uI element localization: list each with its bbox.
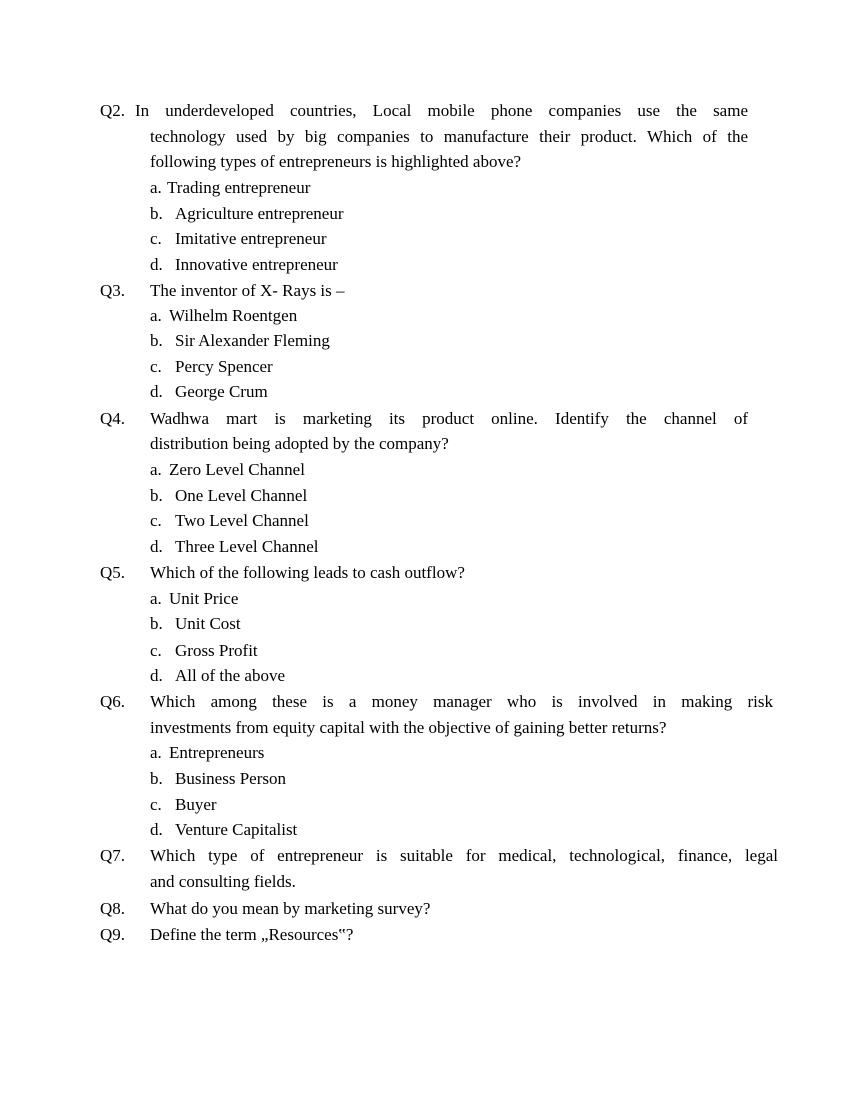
option-letter: b. [150,331,163,350]
option-letter: a. [150,743,162,762]
option-letter: b. [150,204,163,223]
question-number: Q9. [100,925,126,944]
option-item [150,614,241,634]
option-letter: c. [150,357,162,376]
option-letter: a. [150,306,162,325]
option-letter: b. [150,769,163,788]
option-item [150,486,307,506]
question-text-line: Which of the following leads to cash outflow? [150,563,465,582]
option-text: Trading entrepreneur [167,178,311,197]
option-letter: d. [150,382,163,401]
question-text-line: Wadhwa mart is marketing its product online. Identify the channel of [150,409,748,428]
option-item [150,795,217,815]
question-number: Q8. [100,899,126,918]
option-item [150,178,310,198]
option-item [150,589,238,609]
option-text: Business Person [175,769,286,788]
question-text-line: distribution being adopted by the company? [150,434,449,453]
option-text: Unit Price [169,589,239,608]
option-letter: c. [150,641,162,660]
question-text-line: In underdeveloped countries, Local mobile phone companies use the same [135,101,748,120]
option-text: Imitative entrepreneur [175,229,327,248]
option-letter: b. [150,486,163,505]
option-item [150,460,305,480]
question-text-line: investments from equity capital with the objective of gaining better returns? [150,718,667,737]
question-number: Q7. [100,846,126,865]
option-item [150,820,297,840]
question-number: Q6. [100,692,126,711]
option-item [150,666,285,686]
option-text: Sir Alexander Fleming [175,331,330,350]
question-number: Q2. [100,101,126,120]
option-item [150,204,344,224]
option-item [150,331,330,351]
question-number: Q5. [100,563,126,582]
option-text: Gross Profit [175,641,258,660]
option-letter: d. [150,537,163,556]
question-text-line: Which type of entrepreneur is suitable for medical, technological, finance, legal [150,846,778,865]
option-letter: a. [150,460,162,479]
question-text-line: Define the term „Resources‟? [150,925,354,944]
option-letter: a. [150,589,162,608]
option-letter: d. [150,255,163,274]
question-number: Q4. [100,409,126,428]
question-text-line: The inventor of X- Rays is – [150,281,345,300]
option-letter: c. [150,511,162,530]
question-number: Q3. [100,281,126,300]
option-item [150,357,273,377]
option-text: Unit Cost [175,614,241,633]
option-text: All of the above [175,666,285,685]
option-letter: c. [150,795,162,814]
option-item [150,255,338,275]
option-text: Two Level Channel [175,511,309,530]
option-item [150,537,319,557]
option-text: One Level Channel [175,486,308,505]
option-text: Zero Level Channel [169,460,305,479]
option-item [150,382,268,402]
option-text: Buyer [175,795,217,814]
option-text: Agriculture entrepreneur [175,204,344,223]
question-text-line: following types of entrepreneurs is highlighted above? [150,152,522,171]
option-letter: d. [150,820,163,839]
option-item [150,641,258,661]
option-item [150,511,309,531]
option-text: Wilhelm Roentgen [169,306,298,325]
question-text-line: Which among these is a money manager who is involved in making risk [150,692,773,711]
option-letter: c. [150,229,162,248]
option-letter: d. [150,666,163,685]
option-letter: b. [150,614,163,633]
option-text: Venture Capitalist [175,820,298,839]
question-text-line: What do you mean by marketing survey? [150,899,431,918]
option-text: Innovative entrepreneur [175,255,338,274]
option-item [150,743,264,763]
option-text: George Crum [175,382,268,401]
option-text: Entrepreneurs [169,743,265,762]
option-item [150,306,297,326]
question-text-line: and consulting fields. [150,872,296,891]
option-item [150,229,327,249]
option-text: Three Level Channel [175,537,319,556]
question-text-line: technology used by big companies to manufacture their product. Which of the [150,127,748,146]
option-item [150,769,286,789]
option-letter: a. [150,178,162,197]
option-text: Percy Spencer [175,357,273,376]
